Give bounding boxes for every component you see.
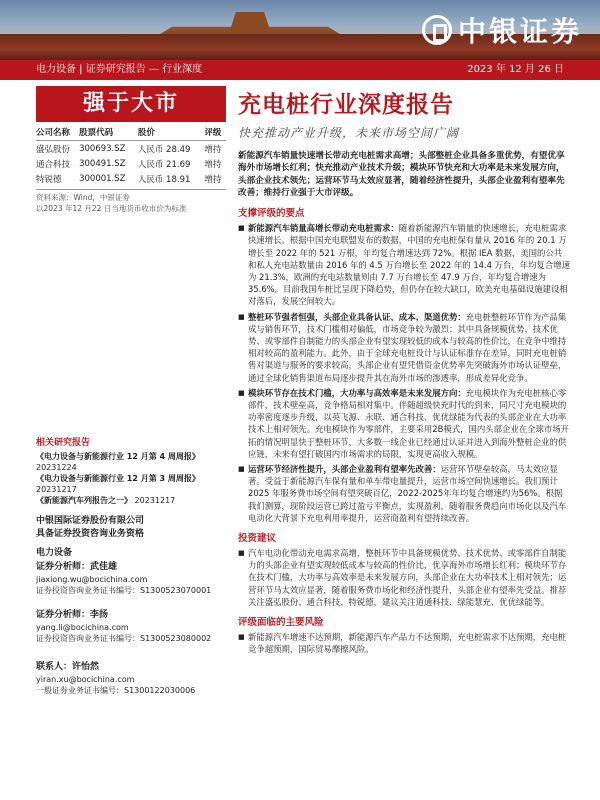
column-header: 评级 <box>204 124 226 141</box>
key-point <box>238 387 570 460</box>
company-name: 盛弘股份 <box>36 144 71 155</box>
risk-title: 评级面临的主要风险 <box>238 617 324 629</box>
key-point-heading: 模块环节存在技术门槛，大功率与高效率是未来发展方向： <box>248 387 466 398</box>
key-points-title: 支撑评级的要点 <box>238 208 305 220</box>
stock-code: 300693.SZ <box>79 143 126 154</box>
key-point-text: 随着新能源汽车销量的快速增长，充电桩需求快速增长。根据中国充电联盟发布的数据，中国的充电桩保有量从 2016 年的 20.1 万增长至 2022 年的 521 万根，年均复合增速达到 72%。根据 IEA 数据，美国的公共和私人充电站数量由 2016 年的 4.5 万台增长至 2022 年的 14.4 万台，年均复合增速为 21.3%，欧洲的充电站数量则由 7.7 万台增长至 47.9 万台，年均复合增速为 35.6%。目前我国车桩比呈现下降趋势，但仍存在较大缺口，欧美充电基础设施建设相对落后，发展空间较大。 <box>248 223 571 307</box>
table-header-row <box>36 124 226 141</box>
key-point-text: 充电模块作为充电桩核心零部件，技术壁垒高，竞争格局相对集中。伴随超级快充时代的到来，同尺寸充电模块的功率密度逐步升级，以英飞源、永联、通合科技、优优绿能为代表的头部企业在大功率技术上相对领先。充电模块作为零部件，主要采用2B模式，国内头部企业在全球市场开拓的情况明显快于整桩环节，大多数一线企业已经通过认证并进入到海外整桩企业的供应链，未来有望打破国内市场需求的局限，实现更高收入规模。 <box>248 387 569 459</box>
column-header: 公司名称 <box>36 124 79 141</box>
table-row <box>36 156 226 171</box>
invest-point <box>238 547 570 608</box>
analyst-cert: 一般证券业务证书编号：S1300122030006 <box>36 686 196 695</box>
header-banner <box>0 0 600 60</box>
key-point-heading: 新能源汽车销量高增长带动充电桩需求： <box>248 223 399 234</box>
analyst-email[interactable]: jiaxiong.wu@bocichina.com <box>36 574 148 584</box>
industry-rating: 强于大市 <box>36 86 226 122</box>
company-name: 通合科技 <box>36 159 71 170</box>
stock-rating: 增持 <box>204 159 222 170</box>
left-column <box>36 86 226 214</box>
company-name: 特锐德 <box>36 174 62 185</box>
header-strip <box>0 60 600 80</box>
analyst-email[interactable]: yang.li@bocichina.com <box>36 622 129 632</box>
main-column <box>238 86 570 658</box>
key-point-heading: 整桩环节强者恒强，头部企业具备认证、成本、渠道优势： <box>248 311 466 322</box>
sector-label: 电力设备 <box>36 548 73 558</box>
key-point-heading: 运营环节经济性提升，头部企业盈利有望率先改善： <box>248 464 441 475</box>
risk-point <box>238 631 570 655</box>
related-report-date: 20231217 <box>36 485 77 494</box>
table-row <box>36 141 226 157</box>
stock-price: 人民币 21.69 <box>137 159 191 170</box>
firm-name: 中银国际证券股份有限公司 <box>36 516 145 526</box>
key-point <box>238 222 570 307</box>
key-point-text: 充电桩整桩环节作为产品集成与销售环节，技术门槛相对偏低，市场竞争较为激烈；其中具备规模优势、技术优势、或零部件自制能力的头部企业有望实现较低的成本与较高的性价比，在竞争中维持相对较高的盈利能力。此外，由于全球充电桩设计与认证标准存在差异，同时充电桩销售对渠道与服务的要求较高，头部企业有望凭借资金优势率先突破海外市场认证壁垒，通过全球化销售渠道布局逐步提升其在海外市场的渗透率，形成差异化竞争。 <box>248 311 567 383</box>
related-report-date: 20231224 <box>36 463 77 472</box>
brand-name: 中银证券 <box>457 15 582 48</box>
table-source <box>36 189 226 214</box>
analyst-cert: 证券投资咨询业务证书编号：S1300523070001 <box>36 586 212 595</box>
stock-table <box>36 124 226 186</box>
firm-info <box>36 515 226 541</box>
table-row <box>36 171 226 186</box>
report-subtitle: 快充推动产业升级，未来市场空间广阔 <box>238 126 460 140</box>
boc-logo-icon <box>422 15 452 45</box>
stock-code: 300001.SZ <box>79 173 126 184</box>
related-report-name[interactable]: 《电力设备与新能源行业 12 月第 4 周周报》 <box>36 452 200 461</box>
related-reports <box>36 438 226 506</box>
source-text: 资料来源：Wind，中银证券 <box>36 193 130 202</box>
analyst-card <box>36 562 226 597</box>
breadcrumb: 电力设备 | 证券研究报告 — 行业深度 <box>36 64 203 75</box>
analyst-name: 证券分析师：武佳雄 <box>36 562 118 572</box>
related-title: 相关研究报告 <box>36 438 91 448</box>
source-note: 以2023 年12 月22 日当地货币收市价为标准 <box>36 204 187 213</box>
invest-text: 汽车电动化带动充电需求高增，整桩环节中具备规模优势、技术优势、或零部件自制能力的头部企业有望实现较低成本与较高的性价比，优享海外市场增长红利；模块环节存在技术门槛，大功率与高效率是未来发展方向，头部企业在大功率技术上相对领先；运营环节马太效应显著，随着服务费市场化和经济性提升，头部企业有望率先受益。推荐关注盛弘股份、通合科技、特锐德，建议关注道通科技、绿能慧充、优优绿能等。 <box>248 548 567 607</box>
palace-tower <box>230 12 270 30</box>
key-point-text: 运营环节壁垒较高，马太效应显著。受益于新能源汽车保有量和单车带电量提升，运营市场空间快速增长。我们预计 2025 年服务费市场空间有望突破百亿，2022-2025年年均复合增速约为56%。根据我们测算，现阶段运营已跨过盈亏平衡点，实现盈利，随着服务费趋向市场化以及汽车电动化大背景下充电利用率提升，运营商盈利有望持续改善。 <box>248 464 567 523</box>
related-report-name[interactable]: 《新能源汽车列报告之一》 <box>36 496 132 505</box>
firm-qualification: 具备证券投资咨询业务资格 <box>36 529 145 539</box>
analyst-card <box>36 662 226 697</box>
related-report-name[interactable]: 《电力设备与新能源行业 12 月第 3 周周报》 <box>36 474 200 483</box>
column-header: 股票代码 <box>79 124 138 141</box>
invest-title: 投资建议 <box>238 533 277 545</box>
report-summary: 新能源汽车销量快速增长带动充电桩需求高增；头部整桩企业具备多重优势，有望优享海外市场增长红利；快充推动产业技术升级；模块环节快充和大功率是未来发展方向，头部企业技术领先；运营环节马太效应显著，随着经济性提升，头部企业盈利有望率先改善；维持行业强于大市评级。 <box>238 151 565 198</box>
key-point <box>238 311 570 384</box>
analyst-name: 证券分析师：李扬 <box>36 610 109 620</box>
report-date: 2023 年 12 月 26 日 <box>467 64 564 75</box>
report-title: 充电桩行业深度报告 <box>238 91 454 118</box>
stock-price: 人民币 28.49 <box>137 144 191 155</box>
analyst-email[interactable]: yiran.xu@bocichina.com <box>36 674 135 684</box>
stock-rating: 增持 <box>204 174 222 185</box>
analyst-name: 联系人：许怡然 <box>36 662 100 672</box>
key-point <box>238 463 570 524</box>
analyst-cert: 证券投资咨询业务证书编号：S1300523080002 <box>36 634 212 643</box>
analyst-card <box>36 610 226 645</box>
stock-price: 人民币 18.91 <box>137 174 191 185</box>
stock-rating: 增持 <box>204 144 222 155</box>
stock-code: 300491.SZ <box>79 158 126 169</box>
related-report-date: 20231217 <box>134 496 176 505</box>
brand-logo <box>422 10 582 50</box>
risk-text: 新能源汽车增速不达预期，新能源汽车产品力不达预期，充电桩需求不达预期，充电桩竞争超预期，国际贸易摩擦风险。 <box>248 632 567 655</box>
column-header: 股价 <box>138 124 205 141</box>
